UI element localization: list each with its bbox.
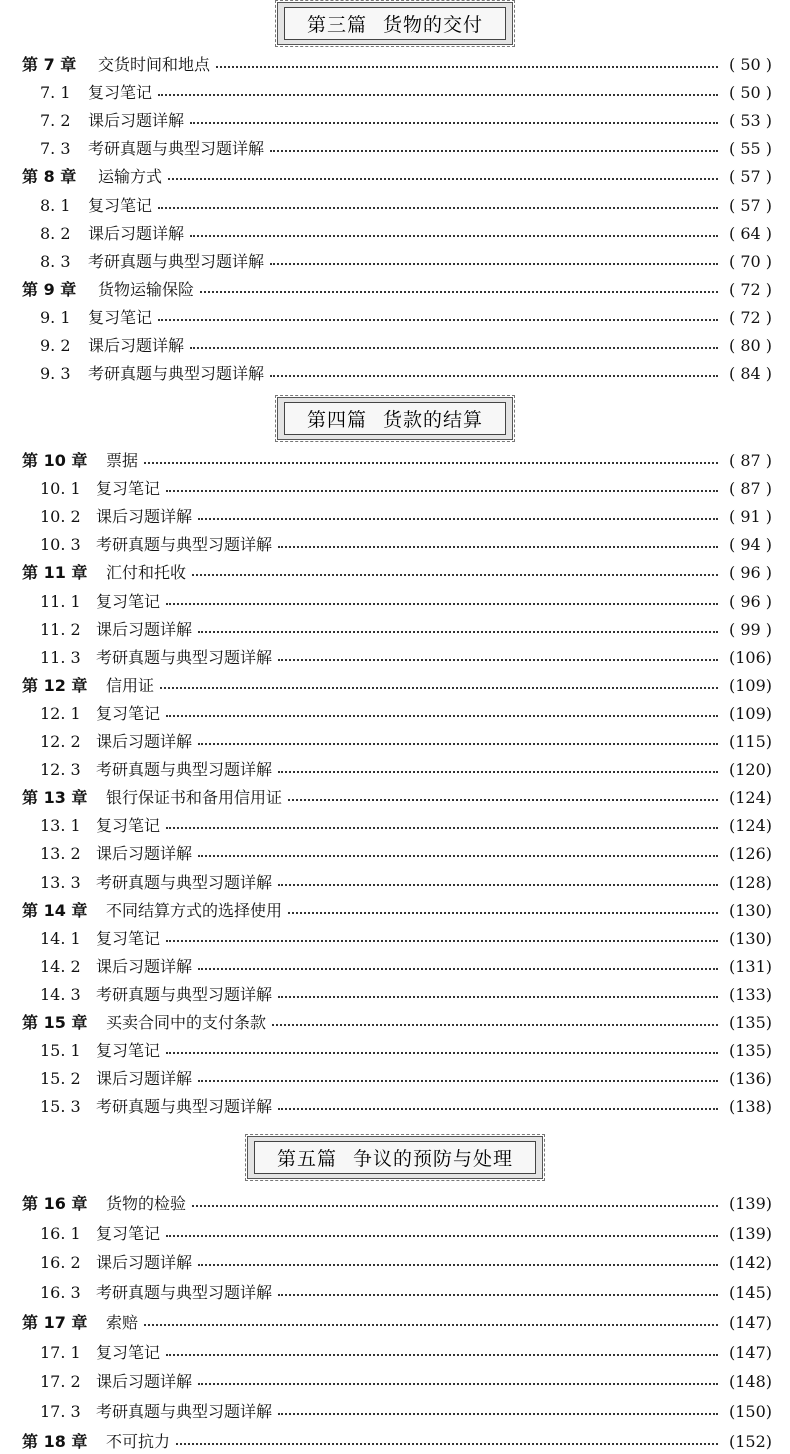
part-heading — [0, 1136, 790, 1179]
dot-leader — [198, 631, 718, 633]
entry-label — [22, 53, 210, 77]
entry-number: 第 7 章 — [22, 55, 77, 74]
entry-label — [40, 590, 160, 614]
part-number: 第三篇 — [306, 14, 367, 36]
entry-title: 课后习题详解 — [88, 223, 185, 243]
entry-number: 16. 1 — [40, 1223, 81, 1243]
dot-leader — [198, 743, 718, 745]
dot-leader — [166, 827, 718, 829]
page-number: (109) — [728, 703, 772, 723]
entry-label — [40, 222, 184, 246]
entry-number: 11. 3 — [40, 647, 81, 667]
page-number: ( 80 ) — [728, 336, 772, 355]
entry-label — [22, 278, 194, 302]
page-number: (152) — [728, 1431, 772, 1451]
entry-label — [22, 1311, 138, 1335]
entry-number: 11. 1 — [40, 591, 81, 611]
toc-section-entry[interactable] — [0, 477, 790, 501]
page-number: (128) — [728, 872, 772, 892]
page-number: ( 94 ) — [728, 535, 772, 555]
entry-label — [22, 899, 282, 923]
toc-section-entry[interactable] — [0, 590, 790, 614]
toc-section-entry[interactable] — [0, 362, 790, 386]
toc-section-entry[interactable] — [0, 137, 790, 161]
toc-section-entry[interactable] — [0, 222, 790, 246]
part-title: 货款的结算 — [383, 409, 484, 431]
page-number: (124) — [728, 788, 772, 808]
dot-leader — [166, 1235, 718, 1237]
entry-number: 12. 1 — [40, 703, 81, 723]
page-number: ( 53 ) — [728, 111, 772, 131]
entry-title: 票据 — [106, 451, 139, 470]
entry-title: 考研真题与典型习题详解 — [88, 139, 265, 159]
page-number: ( 96 ) — [728, 563, 772, 583]
entry-label — [40, 306, 152, 330]
entry-number: 15. 1 — [40, 1041, 81, 1061]
entry-title: 考研真题与典型习题详解 — [96, 1401, 273, 1421]
entry-label — [40, 109, 184, 133]
dot-leader — [166, 940, 718, 942]
entry-label — [22, 165, 162, 189]
entry-title: 考研真题与典型习题详解 — [88, 251, 265, 271]
page-number: ( 87 ) — [728, 451, 772, 470]
entry-title: 货物运输保险 — [98, 279, 195, 299]
dot-leader — [270, 263, 718, 265]
toc-section-entry[interactable] — [0, 533, 790, 557]
dot-leader — [216, 66, 718, 68]
toc-chapter-entry[interactable] — [0, 561, 790, 585]
entry-label — [40, 1222, 160, 1246]
entry-label — [40, 983, 272, 1007]
toc-section-entry[interactable] — [0, 814, 790, 838]
page-number: (130) — [728, 900, 772, 920]
entry-label — [40, 1039, 160, 1063]
entry-number: 第 18 章 — [22, 1431, 88, 1451]
entry-title: 运输方式 — [98, 167, 163, 187]
toc-chapter-entry[interactable] — [0, 786, 790, 810]
entry-label — [40, 1370, 192, 1394]
entry-number: 17. 1 — [40, 1342, 81, 1362]
entry-title: 信用证 — [106, 675, 155, 695]
entry-label — [22, 561, 186, 585]
entry-title: 课后习题详解 — [96, 844, 193, 864]
entry-label — [40, 1281, 272, 1305]
page-number: (130) — [728, 928, 772, 948]
dot-leader — [166, 490, 718, 492]
entry-title: 复习笔记 — [96, 1342, 161, 1362]
entry-label — [40, 842, 192, 866]
dot-leader — [288, 799, 718, 801]
dot-leader — [166, 603, 718, 605]
entry-number: 8. 1 — [40, 195, 71, 215]
entry-number: 9. 1 — [40, 307, 71, 327]
toc-section-entry[interactable] — [0, 1251, 790, 1275]
toc-section-entry[interactable] — [0, 1095, 790, 1119]
part-heading-frame — [277, 397, 513, 440]
entry-number: 第 16 章 — [22, 1194, 88, 1213]
page-number: (139) — [728, 1223, 772, 1243]
entry-title: 不可抗力 — [106, 1431, 171, 1451]
entry-number: 第 13 章 — [22, 788, 88, 808]
entry-title: 复习笔记 — [96, 928, 161, 948]
dot-leader — [288, 912, 718, 914]
entry-number: 12. 3 — [40, 760, 81, 780]
part-heading-label — [254, 1141, 536, 1174]
entry-number: 第 10 章 — [22, 451, 88, 470]
entry-title: 考研真题与典型习题详解 — [96, 984, 273, 1004]
page-number: ( 70 ) — [728, 251, 772, 271]
part-number: 第四篇 — [306, 409, 367, 431]
dot-leader — [158, 319, 718, 321]
dot-leader — [270, 150, 718, 152]
dot-leader — [190, 122, 718, 124]
entry-number: 8. 3 — [40, 251, 71, 271]
entry-title: 考研真题与典型习题详解 — [96, 1097, 273, 1117]
entry-number: 17. 2 — [40, 1372, 81, 1392]
dot-leader — [198, 968, 718, 970]
page-number: ( 84 ) — [728, 364, 772, 384]
page-number: ( 91 ) — [728, 507, 772, 527]
toc-section-entry[interactable] — [0, 646, 790, 670]
toc-chapter-entry[interactable] — [0, 165, 790, 189]
entry-label — [40, 137, 264, 161]
entry-label — [40, 194, 152, 218]
toc-section-entry[interactable] — [0, 1222, 790, 1246]
entry-number: 13. 3 — [40, 872, 81, 892]
toc-chapter-entry[interactable] — [0, 1011, 790, 1035]
dot-leader — [198, 518, 718, 520]
dot-leader — [198, 855, 718, 857]
entry-title: 考研真题与典型习题详解 — [96, 760, 273, 780]
toc-section-entry[interactable] — [0, 871, 790, 895]
entry-label — [40, 871, 272, 895]
entry-number: 11. 2 — [40, 619, 81, 639]
entry-title: 交货时间和地点 — [98, 55, 211, 74]
dot-leader — [278, 1294, 718, 1296]
entry-title: 复习笔记 — [96, 1041, 161, 1061]
entry-number: 9. 3 — [40, 364, 71, 384]
entry-title: 课后习题详解 — [96, 1069, 193, 1089]
entry-title: 复习笔记 — [88, 83, 153, 103]
dot-leader — [166, 1354, 718, 1356]
entry-title: 课后习题详解 — [96, 1372, 193, 1392]
entry-number: 第 9 章 — [22, 279, 77, 299]
entry-title: 不同结算方式的选择使用 — [106, 900, 283, 920]
toc-section-entry[interactable] — [0, 1039, 790, 1063]
entry-label — [40, 1400, 272, 1424]
entry-label — [22, 1011, 266, 1035]
dot-leader — [158, 207, 718, 209]
entry-title: 考研真题与典型习题详解 — [96, 647, 273, 667]
entry-number: 14. 1 — [40, 928, 81, 948]
page-number: (124) — [728, 816, 772, 836]
dot-leader — [278, 996, 718, 998]
toc-section-entry[interactable] — [0, 983, 790, 1007]
toc-section-entry[interactable] — [0, 618, 790, 642]
entry-number: 15. 2 — [40, 1069, 81, 1089]
part-heading-frame — [247, 1136, 543, 1179]
toc-chapter-entry[interactable] — [0, 278, 790, 302]
entry-label — [40, 477, 160, 501]
dot-leader — [198, 1080, 718, 1082]
entry-label — [22, 1430, 170, 1454]
entry-title: 课后习题详解 — [96, 1253, 193, 1273]
toc-section-entry[interactable] — [0, 505, 790, 529]
dot-leader — [176, 1443, 718, 1445]
dot-leader — [198, 1383, 718, 1385]
page-number: (138) — [728, 1097, 772, 1117]
entry-title: 汇付和托收 — [106, 563, 187, 583]
toc-section-entry[interactable] — [0, 955, 790, 979]
dot-leader — [190, 235, 718, 237]
dot-leader — [278, 884, 718, 886]
page-number: (150) — [728, 1401, 772, 1421]
dot-leader — [166, 1052, 718, 1054]
toc-section-entry[interactable] — [0, 702, 790, 726]
toc-section-entry[interactable] — [0, 1281, 790, 1305]
entry-number: 第 11 章 — [22, 563, 88, 583]
entry-label — [40, 618, 192, 642]
page-number: (148) — [728, 1372, 772, 1392]
dot-leader — [144, 1324, 718, 1326]
toc-section-entry[interactable] — [0, 1400, 790, 1424]
entry-number: 13. 2 — [40, 844, 81, 864]
entry-label — [40, 1067, 192, 1091]
entry-title: 复习笔记 — [96, 591, 161, 611]
page-number: (109) — [728, 675, 772, 695]
entry-number: 13. 1 — [40, 816, 81, 836]
entry-title: 索赔 — [106, 1312, 139, 1332]
toc-chapter-entry[interactable] — [0, 1311, 790, 1335]
page-number: ( 55 ) — [728, 139, 772, 159]
dot-leader — [270, 375, 718, 377]
entry-number: 14. 2 — [40, 956, 81, 976]
page-number: ( 50 ) — [728, 83, 772, 103]
toc-section-entry[interactable] — [0, 730, 790, 754]
page-number: ( 57 ) — [728, 167, 772, 187]
toc-section-entry[interactable] — [0, 81, 790, 105]
page-number: ( 50 ) — [728, 55, 772, 74]
entry-label — [40, 730, 192, 754]
page-number: (147) — [728, 1342, 772, 1362]
part-number: 第五篇 — [276, 1148, 337, 1170]
page-number: (139) — [728, 1194, 772, 1213]
dot-leader — [278, 546, 718, 548]
entry-label — [22, 786, 282, 810]
toc-chapter-entry[interactable] — [0, 899, 790, 923]
page-number: (136) — [728, 1069, 772, 1089]
entry-title: 课后习题详解 — [96, 507, 193, 527]
entry-title: 复习笔记 — [96, 1223, 161, 1243]
page-number: (145) — [728, 1283, 772, 1303]
entry-title: 复习笔记 — [96, 816, 161, 836]
entry-number: 8. 2 — [40, 223, 71, 243]
entry-label — [40, 758, 272, 782]
entry-number: 第 8 章 — [22, 167, 77, 187]
part-title: 货物的交付 — [383, 14, 484, 36]
entry-number: 7. 1 — [40, 83, 71, 103]
entry-label — [40, 250, 264, 274]
entry-number: 第 14 章 — [22, 900, 88, 920]
entry-title: 课后习题详解 — [96, 956, 193, 976]
page-number: ( 57 ) — [728, 195, 772, 215]
dot-leader — [278, 771, 718, 773]
entry-label — [40, 927, 160, 951]
entry-title: 货物的检验 — [106, 1194, 187, 1213]
entry-label — [40, 533, 272, 557]
toc-chapter-entry[interactable] — [0, 674, 790, 698]
entry-label — [40, 505, 192, 529]
entry-label — [22, 674, 154, 698]
entry-title: 银行保证书和备用信用证 — [106, 788, 283, 808]
dot-leader — [160, 687, 718, 689]
entry-label — [40, 362, 264, 386]
toc-chapter-entry[interactable] — [0, 1430, 790, 1454]
toc-chapter-entry[interactable] — [0, 1192, 790, 1216]
entry-title: 复习笔记 — [88, 195, 153, 215]
toc-section-entry[interactable] — [0, 194, 790, 218]
toc-section-entry[interactable] — [0, 109, 790, 133]
entry-label — [22, 449, 138, 473]
entry-title: 课后习题详解 — [96, 619, 193, 639]
dot-leader — [190, 347, 718, 349]
entry-number: 17. 3 — [40, 1401, 81, 1421]
toc-section-entry[interactable] — [0, 842, 790, 866]
page-number: (147) — [728, 1312, 772, 1332]
dot-leader — [166, 715, 718, 717]
entry-number: 7. 2 — [40, 111, 71, 131]
entry-number: 第 17 章 — [22, 1312, 88, 1332]
entry-number: 14. 3 — [40, 984, 81, 1004]
entry-number: 10. 1 — [40, 479, 81, 499]
part-heading — [0, 2, 790, 45]
entry-label — [40, 955, 192, 979]
entry-number: 12. 2 — [40, 732, 81, 751]
toc-chapter-entry[interactable] — [0, 449, 790, 473]
entry-label — [40, 1251, 192, 1275]
page-number: ( 72 ) — [728, 279, 772, 299]
page-number: (135) — [728, 1013, 772, 1032]
toc-section-entry[interactable] — [0, 334, 790, 358]
page-number: (142) — [728, 1253, 772, 1273]
entry-number: 16. 2 — [40, 1253, 81, 1273]
entry-title: 考研真题与典型习题详解 — [88, 364, 265, 384]
page-number: ( 99 ) — [728, 619, 772, 639]
entry-number: 9. 2 — [40, 336, 71, 355]
entry-number: 7. 3 — [40, 139, 71, 159]
entry-label — [40, 81, 152, 105]
dot-leader — [192, 574, 718, 576]
page-number: ( 96 ) — [728, 591, 772, 611]
entry-title: 复习笔记 — [96, 479, 161, 499]
toc-section-entry[interactable] — [0, 1370, 790, 1394]
entry-title: 考研真题与典型习题详解 — [96, 535, 273, 555]
page-number: ( 64 ) — [728, 223, 772, 243]
entry-label — [40, 646, 272, 670]
entry-number: 15. 3 — [40, 1097, 81, 1117]
entry-number: 16. 3 — [40, 1283, 81, 1303]
page-number: ( 72 ) — [728, 307, 772, 327]
toc-section-entry[interactable] — [0, 306, 790, 330]
page-number: (135) — [728, 1041, 772, 1061]
part-title: 争议的预防与处理 — [353, 1148, 514, 1170]
page-number: (133) — [728, 984, 772, 1004]
dot-leader — [144, 462, 718, 464]
dot-leader — [168, 178, 718, 180]
entry-number: 10. 2 — [40, 507, 81, 527]
page-number: (115) — [728, 732, 772, 751]
dot-leader — [278, 659, 718, 661]
part-heading — [0, 397, 790, 440]
toc-section-entry[interactable] — [0, 927, 790, 951]
toc-section-entry[interactable] — [0, 250, 790, 274]
page-number: (120) — [728, 760, 772, 780]
entry-number: 10. 3 — [40, 535, 81, 555]
dot-leader — [278, 1108, 718, 1110]
entry-label — [40, 334, 184, 358]
part-heading-label — [284, 7, 506, 40]
dot-leader — [272, 1024, 718, 1026]
entry-label — [40, 1095, 272, 1119]
entry-title: 考研真题与典型习题详解 — [96, 872, 273, 892]
page-number: (131) — [728, 956, 772, 976]
entry-title: 课后习题详解 — [88, 111, 185, 131]
entry-title: 复习笔记 — [96, 703, 161, 723]
entry-label — [40, 1341, 160, 1365]
entry-title: 课后习题详解 — [96, 732, 193, 751]
toc-section-entry[interactable] — [0, 1067, 790, 1091]
toc-chapter-entry[interactable] — [0, 53, 790, 77]
entry-number: 第 12 章 — [22, 675, 88, 695]
dot-leader — [198, 1264, 718, 1266]
page-number: (106) — [728, 647, 772, 667]
page-number: ( 87 ) — [728, 479, 772, 499]
entry-number: 第 15 章 — [22, 1013, 88, 1032]
part-heading-label — [284, 402, 506, 435]
toc-section-entry[interactable] — [0, 758, 790, 782]
entry-title: 复习笔记 — [88, 307, 153, 327]
entry-title: 买卖合同中的支付条款 — [106, 1013, 267, 1032]
toc-section-entry[interactable] — [0, 1341, 790, 1365]
dot-leader — [158, 94, 718, 96]
entry-title: 课后习题详解 — [88, 336, 185, 355]
entry-title: 考研真题与典型习题详解 — [96, 1283, 273, 1303]
page-number: (126) — [728, 844, 772, 864]
entry-label — [40, 814, 160, 838]
dot-leader — [200, 291, 718, 293]
entry-label — [22, 1192, 186, 1216]
entry-label — [40, 702, 160, 726]
part-heading-frame — [277, 2, 513, 45]
dot-leader — [192, 1205, 718, 1207]
dot-leader — [278, 1413, 718, 1415]
